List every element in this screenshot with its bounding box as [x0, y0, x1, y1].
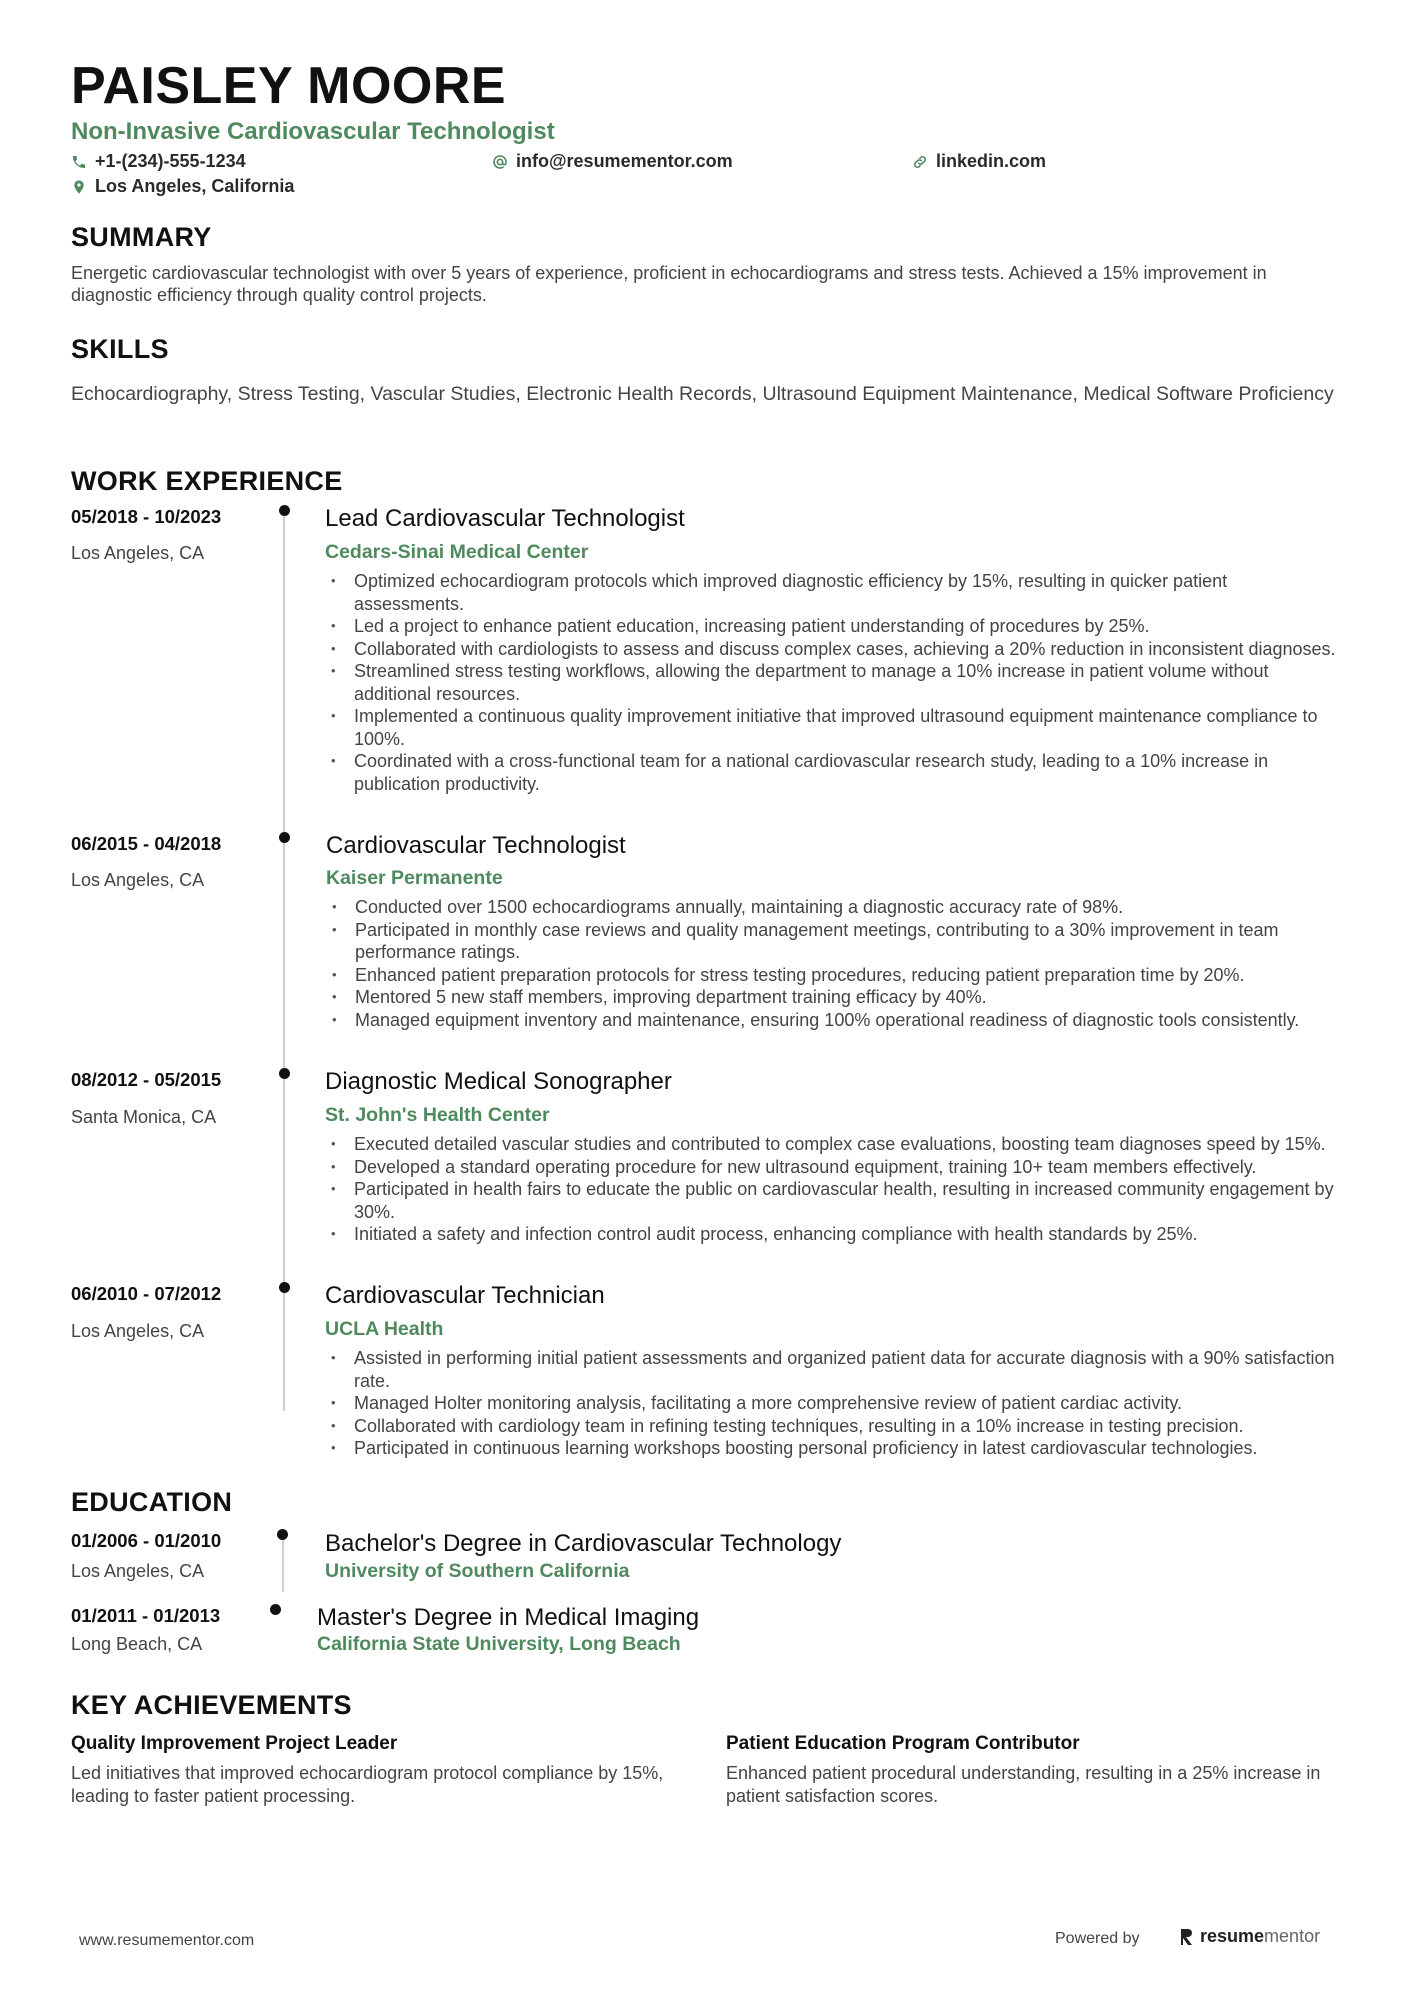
phone-icon: [71, 154, 87, 170]
job-location: Los Angeles, CA: [71, 870, 205, 890]
job-organization: St. John's Health Center: [325, 1104, 550, 1126]
contact-location: [71, 176, 294, 197]
education-dates: 01/2006 - 01/2010: [71, 1530, 222, 1551]
achievement-text: Enhanced patient procedural understanding, resulting in a 25% increase in patient satisfaction scores.: [726, 1763, 1321, 1806]
achievements-heading: KEY ACHIEVEMENTS: [71, 1690, 352, 1720]
education-dates: 01/2011 - 01/2013: [71, 1605, 221, 1626]
brand-bold-text: resume: [1200, 1926, 1265, 1946]
job-dates: 05/2018 - 10/2023: [71, 506, 222, 527]
contact-linkedin: [912, 151, 1046, 172]
list-item: • Enhanced patient preparation protocols for stress testing procedures, reducing patient preparation time by 20%.: [327, 964, 1337, 987]
job-organization: Cedars-Sinai Medical Center: [325, 541, 589, 563]
list-item: • Developed a standard operating procedure for new ultrasound equipment, training 10+ team members effectively.: [326, 1156, 1336, 1179]
timeline-dot: [270, 1604, 281, 1615]
candidate-name: PAISLEY MOORE: [71, 57, 507, 115]
job-bullets: [327, 896, 1337, 1031]
list-item: • Assisted in performing initial patient assessments and organized patient data for accurate diagnosis with a 90% satisfaction rate.: [326, 1347, 1336, 1392]
job-organization: Kaiser Permanente: [326, 867, 503, 889]
link-icon: [912, 154, 928, 170]
list-item: • Coordinated with a cross-functional team for a national cardiovascular research study, leading to a 10% increase in publication productivity.: [326, 750, 1336, 795]
job-role: Cardiovascular Technician: [325, 1282, 605, 1309]
contact-email: [492, 151, 733, 172]
degree-title: Master's Degree in Medical Imaging: [317, 1604, 700, 1631]
list-item: • Mentored 5 new staff members, improving department training efficacy by 40%.: [327, 986, 1337, 1009]
job-role: Cardiovascular Technologist: [326, 832, 626, 859]
timeline-dot: [279, 505, 290, 516]
list-item: • Initiated a safety and infection control audit process, enhancing compliance with health standards by 25%.: [326, 1223, 1336, 1246]
list-item: • Participated in monthly case reviews and quality management meetings, contributing to a 30% improvement in team performance ratings.: [327, 919, 1337, 964]
list-item: • Collaborated with cardiology team in refining testing techniques, resulting in a 10% increase in testing precision.: [326, 1415, 1336, 1438]
timeline-dot: [277, 1529, 288, 1540]
job-dates: 06/2010 - 07/2012: [71, 1283, 222, 1304]
email-text[interactable]: info@resumementor.com: [516, 151, 733, 171]
location-text: Los Angeles, California: [95, 176, 295, 196]
job-location: Los Angeles, CA: [71, 1321, 205, 1341]
job-organization: UCLA Health: [325, 1318, 444, 1340]
school-name: University of Southern California: [325, 1560, 630, 1582]
list-item: • Streamlined stress testing workflows, allowing the department to manage a 10% increase in patient volume without additional resources.: [326, 660, 1336, 705]
job-role: Diagnostic Medical Sonographer: [325, 1068, 672, 1095]
school-name: California State University, Long Beach: [317, 1633, 681, 1655]
summary-text: Energetic cardiovascular technologist with over 5 years of experience, proficient in echocardiograms and stress tests. Achieved a 15% improvement in diagnostic efficiency through quality control projects.: [71, 263, 1267, 305]
job-bullets: [326, 1133, 1336, 1246]
job-role: Lead Cardiovascular Technologist: [325, 505, 685, 532]
location-pin-icon: [71, 179, 87, 195]
timeline-dot: [279, 832, 290, 843]
list-item: • Participated in continuous learning workshops boosting personal proficiency in latest cardiovascular technologies.: [326, 1437, 1336, 1460]
list-item: • Implemented a continuous quality improvement initiative that improved ultrasound equipment maintenance compliance to 100%.: [326, 705, 1336, 750]
phone-text: +1-(234)-555-1234: [95, 151, 246, 171]
at-icon: [492, 154, 508, 170]
list-item: • Collaborated with cardiologists to assess and discuss complex cases, achieving a 20% reduction in inconsistent diagnoses.: [326, 638, 1336, 661]
job-title: Non-Invasive Cardiovascular Technologist: [71, 118, 555, 145]
powered-by-label: Powered by: [1055, 1930, 1140, 1947]
list-item: • Optimized echocardiogram protocols which improved diagnostic efficiency by 15%, resulting in quicker patient assessments.: [326, 570, 1336, 615]
achievement-text: Led initiatives that improved echocardiogram protocol compliance by 15%, leading to faster patient processing.: [71, 1763, 664, 1806]
footer-website[interactable]: www.resumementor.com: [79, 1932, 255, 1949]
education-location: Los Angeles, CA: [71, 1561, 205, 1581]
job-location: Santa Monica, CA: [71, 1107, 217, 1127]
skills-heading: SKILLS: [71, 334, 169, 364]
contact-phone: [71, 151, 246, 172]
list-item: • Executed detailed vascular studies and contributed to complex case evaluations, boosting team diagnoses speed by 15%.: [326, 1133, 1336, 1156]
timeline-dot: [279, 1282, 290, 1293]
experience-timeline-line: [283, 511, 285, 1411]
summary-heading: SUMMARY: [71, 222, 212, 252]
job-bullets: [326, 570, 1336, 795]
work-experience-heading: WORK EXPERIENCE: [71, 466, 343, 496]
education-heading: EDUCATION: [71, 1487, 233, 1517]
skills-text: Echocardiography, Stress Testing, Vascular Studies, Electronic Health Records, Ultrasound Equipment Maintenance, Medical Software Proficiency: [71, 383, 1334, 405]
job-dates: 08/2012 - 05/2015: [71, 1069, 222, 1090]
list-item: • Managed Holter monitoring analysis, facilitating a more comprehensive review of patient cardiac activity.: [326, 1392, 1336, 1415]
degree-title: Bachelor's Degree in Cardiovascular Technology: [325, 1530, 842, 1557]
resumementor-logo-icon: [1180, 1927, 1194, 1947]
education-location: Long Beach, CA: [71, 1634, 203, 1654]
list-item: • Conducted over 1500 echocardiograms annually, maintaining a diagnostic accuracy rate of 98%.: [327, 896, 1337, 919]
brand-light-text: mentor: [1264, 1926, 1321, 1946]
list-item: • Managed equipment inventory and maintenance, ensuring 100% operational readiness of diagnostic tools consistently.: [327, 1009, 1337, 1032]
achievement-title: Patient Education Program Contributor: [726, 1733, 1080, 1754]
list-item: • Led a project to enhance patient education, increasing patient understanding of procedures by 25%.: [326, 615, 1336, 638]
education-timeline-line: [282, 1536, 284, 1592]
achievement-title: Quality Improvement Project Leader: [71, 1733, 398, 1754]
timeline-dot: [279, 1068, 290, 1079]
list-item: • Participated in health fairs to educate the public on cardiovascular health, resulting in increased community engagement by 30%.: [326, 1178, 1336, 1223]
job-location: Los Angeles, CA: [71, 543, 205, 563]
linkedin-text[interactable]: linkedin.com: [936, 151, 1047, 171]
job-bullets: [326, 1347, 1336, 1460]
job-dates: 06/2015 - 04/2018: [71, 833, 222, 854]
brand-logo[interactable]: [1180, 1926, 1320, 1947]
